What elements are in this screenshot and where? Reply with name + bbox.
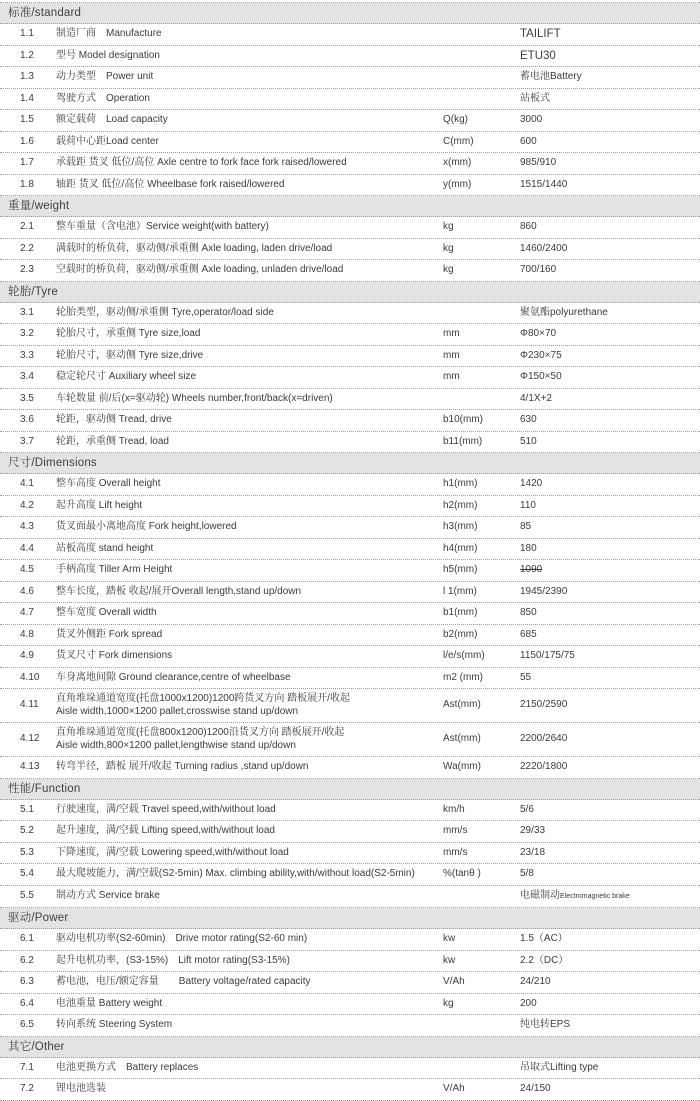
row-value: 1420 [520, 478, 543, 489]
row-label: 轮胎类型，驱动侧/承重侧 Tyre,operator/load side [56, 306, 274, 318]
row-value: 5/6 [520, 803, 534, 815]
row-value: 23/18 [520, 846, 546, 858]
spec-row [0, 89, 700, 111]
row-unit: Q(kg) [443, 114, 468, 125]
spec-row [0, 1079, 700, 1101]
row-number: 4.5 [20, 564, 34, 575]
row-number: 3.6 [20, 414, 34, 425]
row-label: 手柄高度 Tiller Arm Height [56, 564, 173, 575]
spec-row [0, 723, 700, 757]
row-label: 直角堆垛通道宽度(托盘800x1200)1200沿货叉方向 踏板展开/收起 Aisle width,800×1200 pallet,lengthwise stand up/down [56, 727, 345, 751]
row-label: 电池重量 Battery weight [56, 997, 163, 1009]
row-unit: Ast(mm) [443, 699, 481, 711]
spec-row [0, 67, 700, 89]
spec-row [0, 517, 700, 539]
row-value: 1150/175/75 [520, 650, 575, 661]
row-value: 3000 [520, 114, 543, 125]
row-number: 1.1 [20, 28, 34, 39]
row-label: 空载时的桥负荷，驱动侧/承重侧 Axle loading, unladen drive/load [56, 264, 344, 275]
spec-table [0, 2, 700, 1101]
row-number: 4.12 [20, 733, 40, 745]
row-unit: mm [443, 371, 460, 382]
row-value: 纯电转EPS [520, 1019, 571, 1030]
spec-row [0, 603, 700, 625]
section-header-title: 驱动/Power [8, 912, 69, 924]
spec-row [0, 646, 700, 668]
row-unit: V/Ah [443, 976, 465, 987]
row-number: 4.9 [20, 650, 34, 661]
row-value: TAILIFT [520, 28, 561, 40]
row-unit: b2(mm) [443, 628, 478, 640]
row-number: 6.5 [20, 1019, 34, 1030]
row-unit: h3(mm) [443, 521, 478, 532]
spec-row [0, 1058, 700, 1080]
spec-row [0, 560, 700, 582]
row-value: 吊取式Lifting type [520, 1061, 599, 1073]
row-number: 5.1 [20, 803, 34, 815]
spec-row [0, 175, 700, 197]
spec-row [0, 153, 700, 175]
row-label: 起升速度，满/空载 Lifting speed,with/without load [56, 825, 275, 836]
row-unit: h4(mm) [443, 542, 478, 554]
row-label: 蓄电池，电压/额定容量 Battery voltage/rated capacity [56, 976, 311, 987]
row-unit: x(mm) [443, 157, 472, 168]
row-unit: b1(mm) [443, 607, 478, 618]
row-label: 承载距 货叉 低位/高位 Axle centre to fork face fork raised/lowered [56, 157, 347, 168]
row-value: 2150/2590 [520, 699, 568, 711]
spec-row [0, 474, 700, 496]
spec-row [0, 132, 700, 154]
row-label: 转弯半径，踏板 展开/收起 Turning radius ,stand up/down [56, 761, 309, 772]
row-label: 整车长度，踏板 收起/展开Overall length,stand up/down [56, 585, 302, 597]
row-label: 起升高度 Lift height [56, 499, 143, 511]
row-unit: l 1(mm) [443, 585, 477, 597]
row-number: 3.3 [20, 349, 34, 361]
spec-row [0, 260, 700, 282]
row-unit: b10(mm) [443, 414, 484, 425]
row-label: 制造厂商 Manufacture [56, 28, 162, 39]
row-unit: h2(mm) [443, 499, 478, 511]
section-header-title: 性能/Function [8, 782, 81, 795]
row-value: 1515/1440 [520, 178, 568, 190]
row-value: Φ150×50 [520, 371, 562, 382]
row-label: 车轮数量 前/后(x=驱动轮) Wheels number,front/back(x=driven) [56, 392, 333, 404]
row-value: 510 [520, 435, 537, 447]
section-header [0, 779, 700, 800]
row-label: 行驶速度，满/空载 Travel speed,with/without load [56, 803, 276, 815]
spec-row [0, 800, 700, 822]
spec-row [0, 24, 700, 46]
row-unit: mm [443, 349, 460, 361]
row-value: 聚氨酯polyurethane [520, 306, 608, 318]
row-number: 1.2 [20, 49, 34, 61]
row-number: 7.1 [20, 1061, 34, 1073]
row-unit: Ast(mm) [443, 733, 481, 745]
row-value: 1945/2390 [520, 585, 568, 597]
row-value: 2200/2640 [520, 733, 568, 745]
row-number: 4.3 [20, 521, 34, 532]
spec-row [0, 303, 700, 325]
row-label: 货叉外侧距 Fork spread [56, 628, 163, 640]
spec-row [0, 367, 700, 389]
row-label: 整车高度 Overall height [56, 478, 161, 489]
row-unit: mm [443, 328, 460, 339]
row-label: 直角堆垛通道宽度(托盘1000x1200)1200跨货叉方向 踏板展开/收起 Aisle width,1000×1200 pallet,crosswise stand up/down [56, 693, 350, 717]
row-value: 站板式 [520, 92, 550, 104]
row-unit: Wa(mm) [443, 761, 481, 772]
row-number: 4.11 [20, 699, 39, 711]
row-label: 转向系统 Steering System [56, 1019, 173, 1030]
row-label: 电池更换方式 Battery replaces [56, 1061, 199, 1073]
row-value: 85 [520, 521, 532, 532]
row-unit: kw [443, 933, 456, 944]
row-label: 车身离地间隙 Ground clearance,centre of wheelbase [56, 671, 291, 683]
row-unit: kg [443, 997, 454, 1009]
row-number: 5.3 [20, 846, 34, 858]
row-value: 2220/1800 [520, 761, 568, 772]
spec-row [0, 389, 700, 411]
row-value: 110 [520, 499, 536, 511]
row-number: 3.4 [20, 371, 34, 382]
row-number: 5.2 [20, 825, 34, 836]
row-unit: m2 (mm) [443, 671, 483, 683]
row-label: 满载时的桥负荷，驱动侧/承重侧 Axle loading, laden drive/load [56, 242, 333, 254]
row-value: 电磁制动Electromagnetic brake [520, 889, 630, 901]
row-value: 55 [520, 671, 532, 683]
row-label: 货叉面最小离地高度 Fork height,lowered [56, 521, 237, 532]
section-header [0, 1037, 700, 1058]
row-unit: %(tanθ ) [443, 868, 481, 879]
row-unit: mm/s [443, 846, 468, 858]
row-number: 7.2 [20, 1083, 34, 1094]
row-label: 轮距，驱动侧 Tread, drive [56, 414, 172, 425]
row-number: 2.3 [20, 264, 34, 275]
row-label: 轮距，承重侧 Tread, load [56, 435, 169, 447]
row-unit: h5(mm) [443, 564, 478, 575]
row-number: 1.5 [20, 114, 34, 125]
section-header [0, 453, 700, 474]
spec-row [0, 972, 700, 994]
row-number: 6.4 [20, 997, 34, 1009]
row-label: 最大爬坡能力，满/空载(S2-5min) Max. climbing ability,with/without load(S2-5min) [56, 868, 415, 879]
row-unit: km/h [443, 803, 465, 815]
spec-row [0, 994, 700, 1016]
row-label: 货叉尺寸 Fork dimensions [56, 650, 173, 661]
section-header [0, 282, 700, 303]
row-number: 6.3 [20, 976, 34, 987]
row-label: 轴距 货叉 低位/高位 Wheelbase fork raised/lowered [56, 178, 285, 190]
spec-row [0, 757, 700, 779]
spec-row [0, 539, 700, 561]
spec-row [0, 625, 700, 647]
spec-row [0, 324, 700, 346]
row-value: 24/150 [520, 1083, 551, 1094]
row-label: 稳定轮尺寸 Auxiliary wheel size [56, 371, 197, 382]
row-label: 动力类型 Power unit [56, 71, 154, 82]
row-number: 3.2 [20, 328, 34, 339]
spec-row [0, 239, 700, 261]
row-label: 制动方式 Service brake [56, 890, 160, 901]
row-unit: y(mm) [443, 178, 472, 190]
row-label: 型号 Model designation [56, 49, 160, 61]
row-unit: kg [443, 264, 454, 275]
row-label: 锂电池选装 [56, 1083, 106, 1094]
row-value: 4/1X+2 [520, 392, 552, 404]
section-header-title: 轮胎/Tyre [8, 285, 58, 298]
spec-row [0, 821, 700, 843]
row-value-small: Electromagnetic brake [560, 892, 630, 900]
row-label: 整车宽度 Overall width [56, 607, 157, 618]
section-header-title: 标准/standard [8, 7, 82, 19]
section-header [0, 3, 700, 24]
row-value: 600 [520, 135, 537, 147]
row-number: 6.2 [20, 954, 34, 966]
spec-row [0, 886, 700, 909]
section-header-title: 其它/Other [8, 1040, 65, 1053]
row-number: 1.6 [20, 135, 34, 147]
spec-row [0, 496, 700, 518]
row-value: 850 [520, 607, 537, 618]
row-unit: l/e/s(mm) [443, 650, 485, 661]
spec-row [0, 410, 700, 432]
spec-row [0, 432, 700, 454]
row-number: 2.1 [20, 221, 34, 232]
row-number: 4.13 [20, 761, 40, 772]
spec-row [0, 46, 700, 68]
row-value: 5/8 [520, 868, 534, 879]
row-label: 驾驶方式 Operation [56, 92, 150, 104]
spec-row [0, 1015, 700, 1037]
section-header [0, 196, 700, 217]
row-value: 860 [520, 221, 537, 232]
row-unit: h1(mm) [443, 478, 478, 489]
row-label: 站板高度 stand height [56, 542, 154, 554]
row-value: 1.5（AC） [520, 933, 568, 944]
row-number: 3.5 [20, 392, 34, 404]
row-value: Φ230×75 [520, 349, 562, 361]
row-label: 下降速度，满/空载 Lowering speed,with/without load [56, 846, 289, 858]
row-value: 29/33 [520, 825, 546, 836]
row-number: 3.1 [20, 306, 34, 318]
row-value: 985/910 [520, 157, 557, 168]
row-number: 1.8 [20, 178, 34, 190]
row-number: 4.10 [20, 671, 40, 683]
row-label: 驱动电机功率(S2-60min) Drive motor rating(S2-60 min) [56, 933, 308, 944]
row-value: 180 [520, 542, 537, 554]
row-unit: C(mm) [443, 135, 474, 147]
row-unit: kg [443, 221, 454, 232]
row-label: 载荷中心距Load center [56, 135, 159, 147]
section-header-title: 重量/weight [8, 200, 70, 212]
row-unit: b11(mm) [443, 435, 483, 447]
row-number: 5.4 [20, 868, 34, 879]
row-label: 起升电机功率，(S3-15%) Lift motor rating(S3-15%) [56, 954, 290, 966]
row-value: 2.2（DC） [520, 954, 569, 966]
row-number: 4.7 [20, 607, 34, 618]
section-header [0, 908, 700, 929]
row-number: 4.8 [20, 628, 34, 640]
row-label: 轮胎尺寸，承重侧 Tyre size,load [56, 328, 201, 339]
row-number: 2.2 [20, 242, 34, 254]
spec-row [0, 689, 700, 723]
row-label: 额定载荷 Load capacity [56, 114, 168, 125]
spec-row [0, 582, 700, 604]
row-number: 1.3 [20, 71, 34, 82]
spec-row [0, 217, 700, 239]
row-number: 1.7 [20, 157, 34, 168]
row-number: 3.7 [20, 435, 34, 447]
row-value: 蓄电池Battery [520, 71, 582, 82]
row-number: 4.1 [20, 478, 34, 489]
spec-row [0, 110, 700, 132]
row-value: 1460/2400 [520, 242, 568, 254]
spec-row [0, 951, 700, 973]
row-unit: mm/s [443, 825, 468, 836]
row-number: 6.1 [20, 933, 34, 944]
row-value: 1090 [520, 564, 543, 575]
row-number: 4.4 [20, 542, 34, 554]
row-unit: kg [443, 242, 454, 254]
row-value: Φ80×70 [520, 328, 557, 339]
row-number: 4.2 [20, 499, 34, 511]
row-value: ETU30 [520, 49, 556, 62]
row-number: 5.5 [20, 890, 34, 901]
row-unit: kw [443, 954, 456, 966]
row-value: 700/160 [520, 264, 557, 275]
row-number: 1.4 [20, 92, 34, 104]
row-value: 200 [520, 997, 537, 1009]
row-value: 685 [520, 628, 537, 640]
spec-row [0, 346, 700, 368]
row-unit: V/Ah [443, 1083, 465, 1094]
spec-row [0, 668, 700, 690]
section-header-title: 尺寸/Dimensions [8, 457, 97, 469]
row-number: 4.6 [20, 585, 34, 597]
spec-row [0, 843, 700, 865]
row-value: 630 [520, 414, 537, 425]
spec-row [0, 864, 700, 886]
row-label: 轮胎尺寸，驱动侧 Tyre size,drive [56, 349, 204, 361]
row-label: 整车重量（含电池）Service weight(with battery) [56, 221, 269, 232]
row-value: 24/210 [520, 976, 551, 987]
spec-row [0, 929, 700, 951]
